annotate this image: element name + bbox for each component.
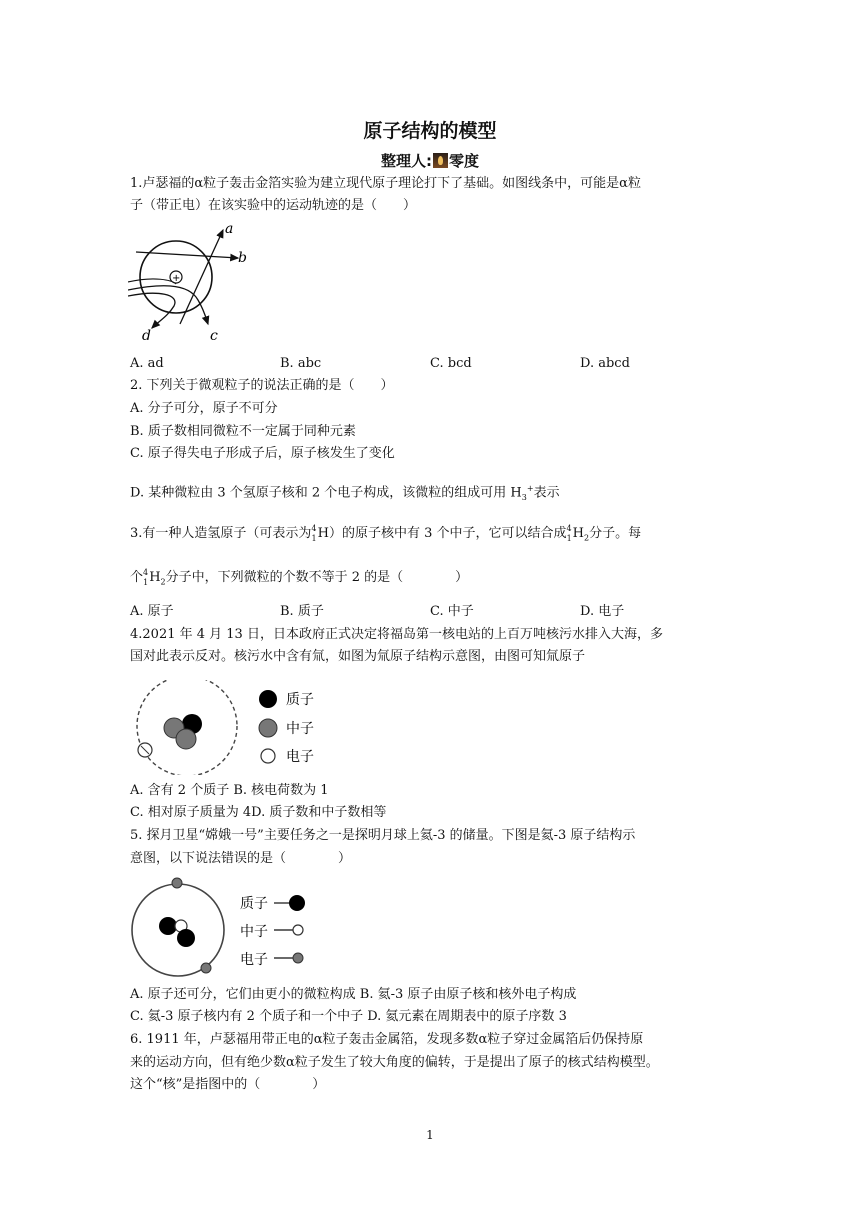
q1-option-b: B. abc xyxy=(280,356,322,371)
tritium-atom-figure xyxy=(132,680,342,775)
legend-proton: 质子 xyxy=(240,896,268,912)
legend-proton: 质子 xyxy=(286,692,314,708)
q3-option-c: C. 中子 xyxy=(430,604,474,619)
author-label: 整理人: xyxy=(380,152,432,170)
label-b: b xyxy=(238,250,247,266)
q4-options-2: C. 相对原子质量为 4D. 质子数和中子数相等 xyxy=(130,805,387,820)
label-c: c xyxy=(210,328,218,344)
flame-icon xyxy=(433,153,448,168)
track-b xyxy=(136,252,238,258)
q2-option-d: D. 某种微粒由 3 个氢原子核和 2 个电子构成，该微粒的组成可用 $H_3^+$表示 xyxy=(130,484,560,502)
q3-option-d: D. 电子 xyxy=(580,604,625,619)
q1-option-c: C. bcd xyxy=(430,356,472,371)
q3-line1: 3.有一种人造氢原子（可表示为$^4_1$H）的原子核中有 3 个中子，它可以结合成$^4_1H_2$分子。每 xyxy=(130,524,642,543)
q4-line2: 国对此表示反对。核污水中含有氚，如图为氚原子结构示意图，由图可知氚原子 xyxy=(130,649,586,664)
electron xyxy=(201,963,211,973)
q4-line1: 4.2021 年 4 月 13 日，日本政府正式决定将福岛第一核电站的上百万吨核污水排入大海，多 xyxy=(130,627,663,642)
track-d xyxy=(128,293,175,328)
q2-option-c: C. 原子得失电子形成子后，原子核发生了变化 xyxy=(130,446,395,461)
q5-options-1: A. 原子还可分，它们由更小的微粒构成 B. 氦-3 原子由原子核和核外电子构成 xyxy=(130,987,577,1002)
q3-option-b: B. 质子 xyxy=(280,604,324,619)
q5-line2: 意图，以下说法错误的是（ ） xyxy=(130,851,352,866)
q1-line1: 1.卢瑟福的α粒子轰击金箔实验为建立现代原子理论打下了基础。如图线条中，可能是α粒 xyxy=(130,176,641,191)
q5-options-2: C. 氦-3 原子核内有 2 个质子和一个中子 D. 氦元素在周期表中的原子序数 3 xyxy=(130,1009,567,1024)
svg-text:+: + xyxy=(172,273,181,284)
q1-option-d: D. abcd xyxy=(580,356,630,371)
q6-line1: 6. 1911 年，卢瑟福用带正电的α粒子轰击金属箔，发现多数α粒子穿过金属箔后仍保持原 xyxy=(130,1032,644,1047)
track-c xyxy=(128,286,208,324)
q3-line2: 个$^4_1H_2$分子中，下列微粒的个数不等于 2 的是（ ） xyxy=(130,568,469,587)
q6-line3: 这个“核”是指图中的（ ） xyxy=(130,1077,326,1092)
rutherford-trajectory-figure xyxy=(128,222,260,346)
author-name: 零度 xyxy=(448,152,479,170)
q6-line2: 来的运动方向，但有绝少数α粒子发生了较大角度的偏转，于是提出了原子的核式结构模型。 xyxy=(130,1055,659,1070)
author-line xyxy=(0,150,860,171)
q1-line2: 子（带正电）在该实验中的运动轨迹的是（ ） xyxy=(130,198,417,213)
q2-option-a: A. 分子可分，原子不可分 xyxy=(130,401,278,416)
q2-stem: 2. 下列关于微观粒子的说法正确的是（ ） xyxy=(130,378,394,393)
legend-electron: 电子 xyxy=(240,952,268,968)
q5-line1: 5. 探月卫星“嫦娥一号”主要任务之一是探明月球上氦-3 的储量。下图是氦-3 原子结构示 xyxy=(130,828,636,843)
electron xyxy=(172,878,182,888)
legend-neutron: 中子 xyxy=(286,721,314,737)
neutron xyxy=(176,729,196,749)
legend-neutron: 中子 xyxy=(240,924,268,940)
page-number: 1 xyxy=(426,1128,434,1142)
page-title: 原子结构的模型 xyxy=(363,120,497,142)
helium3-atom-figure xyxy=(130,876,330,980)
proton xyxy=(159,917,177,935)
track-a xyxy=(180,230,223,324)
q3-option-a: A. 原子 xyxy=(130,604,174,619)
legend-electron: 电子 xyxy=(286,749,314,765)
q2-option-b: B. 质子数相同微粒不一定属于同种元素 xyxy=(130,424,356,439)
label-a: a xyxy=(225,222,234,237)
q4-options-1: A. 含有 2 个质子 B. 核电荷数为 1 xyxy=(130,783,329,798)
label-d: d xyxy=(142,328,151,344)
proton xyxy=(177,929,195,947)
q1-option-a: A. ad xyxy=(130,356,164,371)
